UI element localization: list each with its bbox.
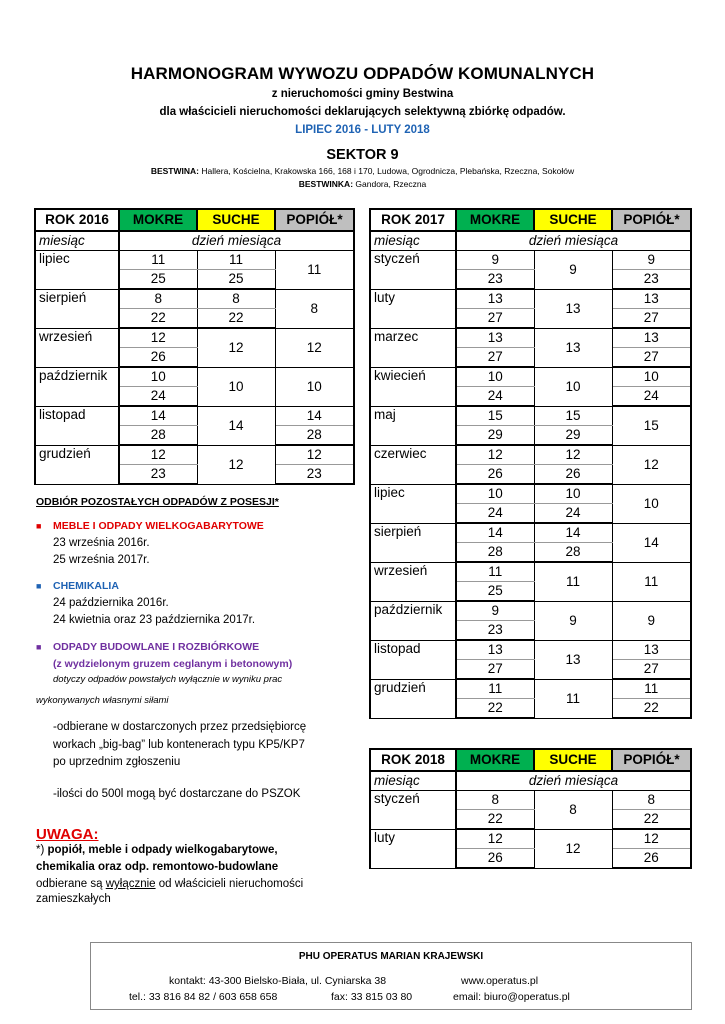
warning-title: UWAGA:: [36, 826, 99, 843]
mokre-day: 13: [456, 328, 534, 348]
suche-day: 11: [534, 679, 612, 718]
month-column-label: miesiąc: [370, 771, 456, 791]
bestwina-streets: Hallera, Kościelna, Krakowska 166, 168 i 170, Ludowa, Ogrodnicza, Plebańska, Rzeczna, Sokołów: [201, 166, 575, 176]
popiol-day: 12: [612, 445, 691, 484]
popiol-header: POPIÓŁ*: [275, 209, 354, 231]
mokre-day: 27: [456, 660, 534, 680]
subheader-row: [35, 231, 354, 251]
mokre-day: 15: [456, 406, 534, 426]
popiol-day: 10: [275, 367, 354, 406]
popiol-day: 13: [612, 328, 691, 348]
popiol-day: 28: [275, 426, 354, 446]
popiol-day: 22: [612, 699, 691, 719]
schedule-table-2018: [369, 748, 692, 869]
table-row: [35, 289, 354, 309]
bestwinka-streets: Gandora, Rzeczna: [355, 179, 427, 189]
month-name: wrzesień: [35, 328, 119, 367]
construction-para-3: po uprzednim zgłoszeniu: [53, 756, 181, 768]
day-column-label: dzień miesiąca: [456, 771, 691, 791]
popiol-day: 23: [275, 465, 354, 485]
construction-title: ODPADY BUDOWLANE I ROZBIÓRKOWE: [53, 641, 260, 653]
popiol-day: 11: [612, 562, 691, 601]
company-email[interactable]: email: biuro@operatus.pl: [453, 991, 570, 1003]
month-name: luty: [370, 289, 456, 328]
mokre-day: 26: [119, 348, 197, 368]
month-name: luty: [370, 829, 456, 868]
popiol-day: 22: [612, 810, 691, 830]
month-name: listopad: [35, 406, 119, 445]
suche-day: 10: [534, 484, 612, 504]
mokre-day: 22: [119, 309, 197, 329]
footer-box: [90, 942, 692, 1010]
month-name: styczeń: [370, 251, 456, 290]
mokre-day: 8: [119, 289, 197, 309]
mokre-day: 10: [456, 367, 534, 387]
popiol-day: 8: [275, 289, 354, 328]
suche-day: 11: [534, 562, 612, 601]
table-row: [370, 562, 691, 582]
month-name: czerwiec: [370, 445, 456, 484]
subheader-row: [370, 231, 691, 251]
table-row: [35, 367, 354, 387]
warning-bold-2: chemikalia oraz odp. remontowo-budowlane: [36, 861, 279, 873]
suche-day: 8: [534, 791, 612, 830]
header-row: [370, 749, 691, 771]
mokre-day: 22: [456, 810, 534, 830]
month-name: październik: [370, 601, 456, 640]
mokre-day: 28: [456, 543, 534, 563]
popiol-day: 15: [612, 406, 691, 445]
table-row: [370, 640, 691, 660]
page-title: HARMONOGRAM WYWOZU ODPADÓW KOMUNALNYCH: [130, 64, 595, 83]
suche-day: 13: [534, 328, 612, 367]
construction-note-2: wykonywanych własnymi siłami: [36, 695, 169, 706]
suche-day: 12: [197, 328, 275, 367]
bullet-square-icon: ■: [36, 642, 42, 652]
mokre-day: 14: [119, 406, 197, 426]
streets-bestwinka: [0, 179, 725, 189]
mokre-day: 10: [119, 367, 197, 387]
mokre-header: MOKRE: [456, 749, 534, 771]
year-header: ROK 2016: [35, 209, 119, 231]
warning-asterisk: *): [36, 844, 45, 856]
mokre-day: 12: [456, 445, 534, 465]
suche-day: 14: [534, 523, 612, 543]
mokre-day: 9: [456, 251, 534, 270]
mokre-day: 28: [119, 426, 197, 446]
month-name: marzec: [370, 328, 456, 367]
mokre-header: MOKRE: [119, 209, 197, 231]
popiol-day: 9: [612, 601, 691, 640]
construction-note-1: dotyczy odpadów powstałych wyłącznie w wyniku prac: [53, 674, 283, 685]
bestwina-label: BESTWINA:: [150, 166, 199, 176]
month-name: październik: [35, 367, 119, 406]
other-waste-title: ODBIÓR POZOSTAŁYCH ODPADÓW Z POSESJI*: [36, 496, 279, 508]
table-row: [35, 406, 354, 426]
day-column-label: dzień miesiąca: [456, 231, 691, 251]
warning-line-4: zamieszkałych: [36, 893, 111, 905]
popiol-day: 8: [612, 791, 691, 810]
mokre-day: 25: [456, 582, 534, 602]
popiol-day: 11: [275, 251, 354, 290]
month-name: listopad: [370, 640, 456, 679]
company-website[interactable]: www.operatus.pl: [461, 975, 539, 987]
popiol-day: 12: [275, 445, 354, 465]
warning-bold-1: popiół, meble i odpady wielkogabarytowe,: [44, 844, 278, 856]
table-row: [370, 289, 691, 309]
subheader-row: [370, 771, 691, 791]
mokre-day: 12: [119, 328, 197, 348]
popiol-day: 14: [275, 406, 354, 426]
mokre-day: 23: [456, 621, 534, 641]
popiol-day: 26: [612, 849, 691, 869]
mokre-day: 12: [119, 445, 197, 465]
popiol-day: 23: [612, 270, 691, 290]
mokre-day: 23: [119, 465, 197, 485]
suche-day: 11: [197, 251, 275, 270]
company-phone: tel.: 33 816 84 82 / 603 658 658: [129, 991, 278, 1003]
month-name: grudzień: [35, 445, 119, 484]
mokre-day: 11: [456, 679, 534, 699]
construction-para-4: -ilości do 500l mogą być dostarczane do PSZOK: [53, 788, 301, 800]
year-header: ROK 2017: [370, 209, 456, 231]
suche-day: 13: [534, 640, 612, 679]
mokre-day: 14: [456, 523, 534, 543]
mokre-day: 10: [456, 484, 534, 504]
mokre-day: 23: [456, 270, 534, 290]
table-row: [370, 328, 691, 348]
popiol-day: 24: [612, 387, 691, 407]
table-row: [370, 484, 691, 504]
table-row: [370, 251, 691, 270]
streets-bestwina: [0, 166, 725, 176]
year-header: ROK 2018: [370, 749, 456, 771]
popiol-day: 12: [275, 328, 354, 367]
warning-line-3: [36, 878, 303, 890]
mokre-day: 24: [456, 504, 534, 524]
popiol-day: 27: [612, 348, 691, 368]
table-row: [35, 251, 354, 270]
chemicals-date-1: 24 października 2016r.: [53, 597, 169, 609]
mokre-day: 8: [456, 791, 534, 810]
bullet-square-icon: ■: [36, 521, 42, 531]
mokre-day: 11: [456, 562, 534, 582]
popiol-day: 14: [612, 523, 691, 562]
mokre-header: MOKRE: [456, 209, 534, 231]
subtitle-owners: dla właścicieli nieruchomości deklarujących selektywną zbiórkę odpadów.: [159, 106, 566, 118]
suche-day: 28: [534, 543, 612, 563]
suche-header: SUCHE: [534, 749, 612, 771]
month-name: lipiec: [35, 251, 119, 290]
warning-text-c: od właścicieli nieruchomości: [155, 878, 304, 890]
mokre-day: 26: [456, 465, 534, 485]
suche-header: SUCHE: [197, 209, 275, 231]
popiol-day: 12: [612, 829, 691, 849]
popiol-day: 10: [612, 367, 691, 387]
month-name: lipiec: [370, 484, 456, 523]
company-name: PHU OPERATUS MARIAN KRAJEWSKI: [298, 951, 484, 962]
mokre-day: 11: [119, 251, 197, 270]
mokre-day: 27: [456, 348, 534, 368]
mokre-day: 9: [456, 601, 534, 621]
warning-line-1: [36, 844, 278, 856]
suche-day: 12: [197, 445, 275, 484]
warning-underlined: wyłącznie: [105, 878, 156, 890]
suche-day: 22: [197, 309, 275, 329]
mokre-day: 24: [119, 387, 197, 407]
mokre-day: 13: [456, 289, 534, 309]
table-row: [370, 601, 691, 621]
table-row: [370, 367, 691, 387]
month-name: grudzień: [370, 679, 456, 718]
suche-day: 25: [197, 270, 275, 290]
table-row: [370, 406, 691, 426]
table-row: [370, 445, 691, 465]
popiol-day: 13: [612, 289, 691, 309]
construction-para-1: -odbierane w dostarczonych przez przedsiębiorcę: [53, 721, 307, 733]
header-row: [35, 209, 354, 231]
day-column-label: dzień miesiąca: [119, 231, 354, 251]
chemicals-title: CHEMIKALIA: [53, 580, 119, 592]
construction-para-2: workach „big-bag” lub kontenerach typu KP5/KP7: [53, 739, 305, 751]
mokre-day: 27: [456, 309, 534, 329]
sector-title: SEKTOR 9: [326, 147, 399, 163]
suche-day: 15: [534, 406, 612, 426]
suche-day: 10: [534, 367, 612, 406]
table-row: [370, 791, 691, 810]
table-row: [370, 679, 691, 699]
suche-day: 10: [197, 367, 275, 406]
suche-day: 12: [534, 445, 612, 465]
mokre-day: 29: [456, 426, 534, 446]
suche-day: 29: [534, 426, 612, 446]
popiol-day: 10: [612, 484, 691, 523]
bestwinka-label: BESTWINKA:: [298, 179, 354, 189]
chemicals-date-2: 24 kwietnia oraz 23 października 2017r.: [53, 614, 256, 626]
month-name: wrzesień: [370, 562, 456, 601]
suche-day: 9: [534, 251, 612, 290]
table-row: [370, 829, 691, 849]
mokre-day: 25: [119, 270, 197, 290]
suche-day: 26: [534, 465, 612, 485]
mokre-day: 12: [456, 829, 534, 849]
suche-header: SUCHE: [534, 209, 612, 231]
popiol-day: 13: [612, 640, 691, 660]
schedule-table-2016: [34, 208, 355, 485]
month-column-label: miesiąc: [35, 231, 119, 251]
bullet-square-icon: ■: [36, 581, 42, 591]
furniture-date-2: 25 września 2017r.: [53, 554, 150, 566]
popiol-day: 27: [612, 309, 691, 329]
popiol-day: 11: [612, 679, 691, 699]
header-row: [370, 209, 691, 231]
table-row: [35, 328, 354, 348]
mokre-day: 22: [456, 699, 534, 719]
popiol-header: POPIÓŁ*: [612, 209, 691, 231]
table-row: [370, 523, 691, 543]
period-range: LIPIEC 2016 - LUTY 2018: [295, 124, 430, 136]
suche-day: 8: [197, 289, 275, 309]
month-name: kwiecień: [370, 367, 456, 406]
month-column-label: miesiąc: [370, 231, 456, 251]
suche-day: 24: [534, 504, 612, 524]
month-name: styczeń: [370, 791, 456, 830]
month-name: maj: [370, 406, 456, 445]
warning-text-a: odbierane są: [36, 878, 106, 890]
popiol-day: 27: [612, 660, 691, 680]
suche-day: 14: [197, 406, 275, 445]
popiol-day: 9: [612, 251, 691, 270]
mokre-day: 24: [456, 387, 534, 407]
suche-day: 12: [534, 829, 612, 868]
popiol-header: POPIÓŁ*: [612, 749, 691, 771]
suche-day: 9: [534, 601, 612, 640]
company-address: kontakt: 43-300 Bielsko-Biała, ul. Cyniarska 38: [169, 975, 387, 987]
suche-day: 13: [534, 289, 612, 328]
month-name: sierpień: [370, 523, 456, 562]
mokre-day: 13: [456, 640, 534, 660]
furniture-date-1: 23 września 2016r.: [53, 537, 150, 549]
construction-subtitle: (z wydzielonym gruzem ceglanym i betonowym): [53, 658, 293, 670]
schedule-table-2017: [369, 208, 692, 719]
furniture-title: MEBLE I ODPADY WIELKOGABARYTOWE: [53, 520, 264, 532]
mokre-day: 26: [456, 849, 534, 869]
company-fax: fax: 33 815 03 80: [331, 991, 413, 1003]
subtitle-municipality: z nieruchomości gminy Bestwina: [271, 88, 454, 100]
table-row: [35, 445, 354, 465]
month-name: sierpień: [35, 289, 119, 328]
